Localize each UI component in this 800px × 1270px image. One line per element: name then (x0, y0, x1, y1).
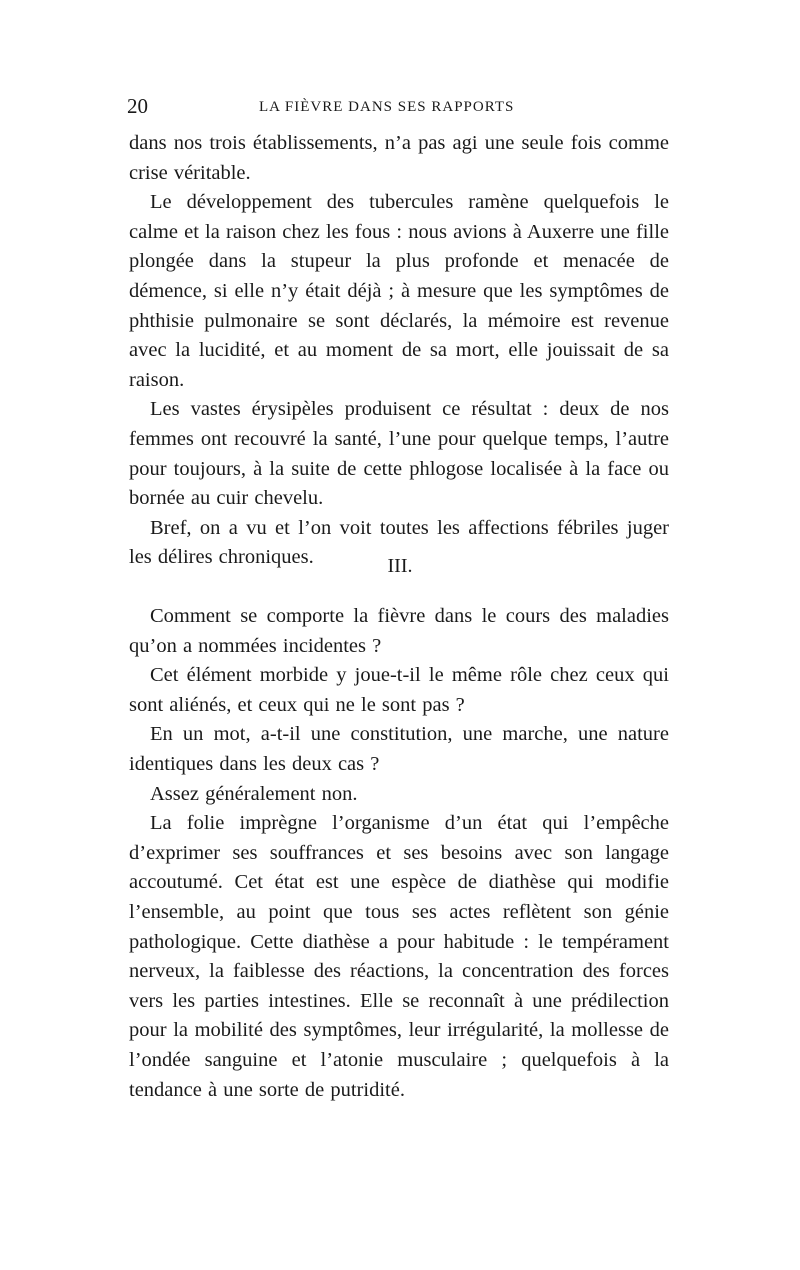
paragraph: En un mot, a-t-il une constitution, une marche, une nature identiques dans les deux cas ? (129, 723, 669, 775)
paragraph: Bref, on a vu et l’on voit toutes les affections fébriles juger les délires chroniques. (129, 516, 669, 569)
body-text-section-two (129, 602, 669, 1105)
section-heading: III. (387, 555, 413, 577)
page-header (127, 94, 672, 118)
page-number: 20 (127, 94, 148, 118)
paragraph: Le développement des tubercules ramène quelquefois le calme et la raison chez les fous : nous avions à Auxerre une fille plongée dans la stupeur la plus profonde et menacée de démence, si elle n’y était déjà ; à mesure que les symptômes de phthisie pulmonaire se sont déclarés, la mémoire est revenue avec la lucidité, et au moment de sa mort, elle jouissait de sa raison. (129, 191, 669, 391)
paragraph-continued: dans nos trois établissements, n’a pas agi une seule fois comme crise véritable. (129, 132, 669, 184)
paragraph: Cet élément morbide y joue-t-il le même rôle chez ceux qui sont aliénés, et ceux qui ne le sont pas ? (129, 664, 669, 716)
running-title: LA FIÈVRE DANS SES RAPPORTS (259, 99, 515, 115)
paragraph: Assez généralement non. (150, 782, 358, 805)
paragraph: La folie imprègne l’organisme d’un état qui l’empêche d’exprimer ses souffrances et ses besoins avec son langage accoutumé. Cet état est une espèce de diathèse qui modifie l’ensemble, au point que tous ses actes reflètent son génie pathologique. Cette diathèse a pour habitude : le tempérament nerveux, la faiblesse des réactions, la concentration des forces vers les parties intestines. Elle se reconnaît à une prédilection pour la mobilité des symptômes, leur irrégularité, la mollesse de l’ondée sanguine et l’atonie musculaire ; quelquefois à la tendance à une sorte de putridité. (129, 812, 669, 1101)
body-text-section-one (129, 129, 669, 573)
paragraph: Les vastes érysipèles produisent ce résultat : deux de nos femmes ont recouvré la santé, l’une pour quelque temps, l’autre pour toujours, à la suite de cette phlogose localisée à la face ou bornée au cuir chevelu. (129, 398, 669, 510)
paragraph: Comment se comporte la fièvre dans le cours des maladies qu’on a nommées incidentes ? (129, 605, 669, 657)
